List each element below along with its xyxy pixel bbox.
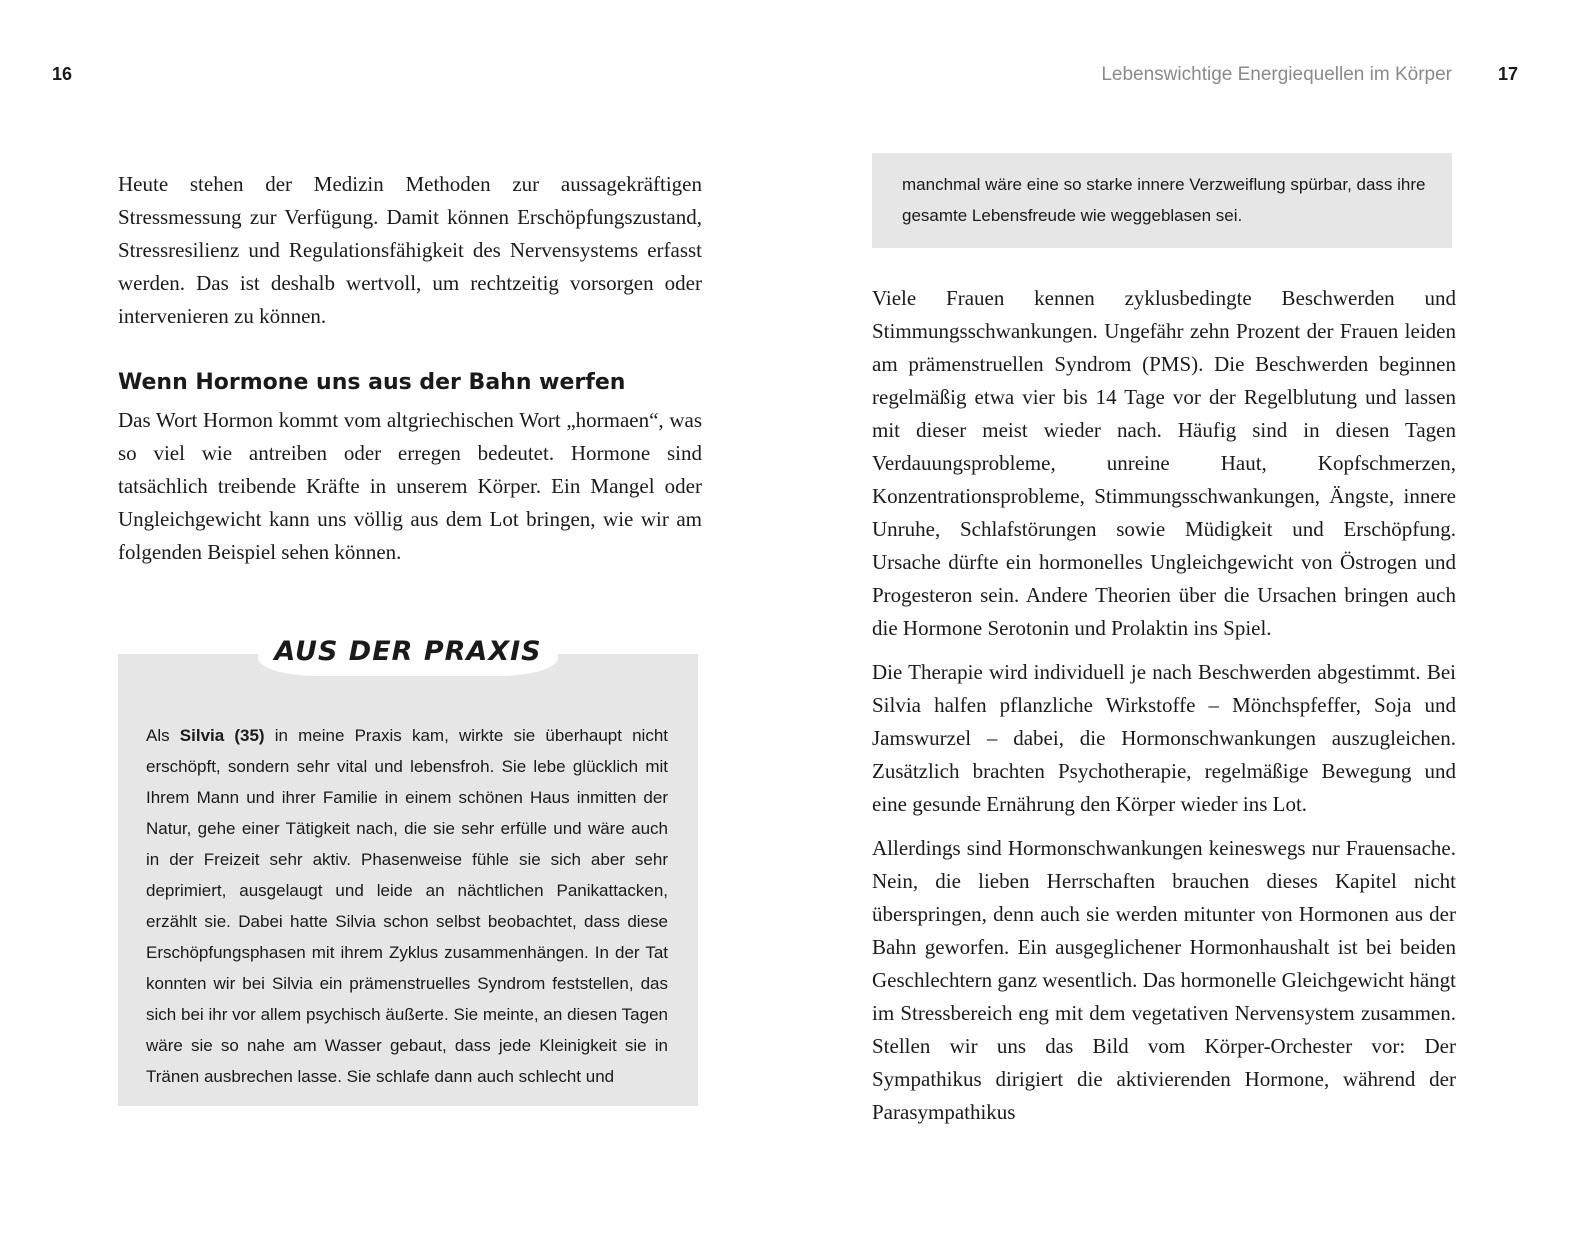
practice-box-text xyxy=(146,720,668,1092)
right-paragraph: Viele Frauen kennen zyklusbedingte Beschwerden und Stimmungsschwankungen. Ungefähr zehn Prozent der Frauen leiden am prämenstruellen Syndrom (PMS). Die Beschwerden beginnen regelmäßig etwa vier bis 14 Tage vor der Regelblutung und lassen mit dieser meist wieder nach. Häufig sind in diesen Tagen Verdauungsprobleme, unreine Haut, Kopfschmerzen, Konzentrationsprobleme, Stimmungsschwankungen, Ängste, innere Unruhe, Schlafstörungen sowie Müdigkeit und Erschöpfung. Ursache dürfte ein hormonelles Ungleichgewicht von Östrogen und Progesteron sein. Andere Theorien über die Ursachen bringen auch die Hormone Serotonin und Prolaktin ins Spiel. xyxy=(872,286,1456,640)
section-paragraph xyxy=(118,404,702,569)
right-paragraph: Allerdings sind Hormonschwankungen keineswegs nur Frauensache. Nein, die lieben Herrschaften brauchen dieses Kapitel nicht überspringen, denn auch sie werden mitunter von Hormonen aus der Bahn geworfen. Ein ausgeglichener Hormonhaushalt ist bei beiden Geschlechtern ganz wesentlich. Das hormonelle Gleichgewicht hängt im Stressbereich eng mit dem vegetativen Nervensystem zusammen. Stellen wir uns das Bild vom Körper-Orchester vor: Der Sympathikus dirigiert die aktivierenden Hormone, während der Parasympathikus xyxy=(872,836,1456,1124)
section-heading: Wenn Hormone uns aus der Bahn werfen xyxy=(118,370,626,395)
practice-text-start: Als xyxy=(146,726,180,745)
patient-name: Silvia (35) xyxy=(179,726,265,745)
section-paragraph-text: Das Wort Hormon kommt vom altgriechischen Wort „hormaen“, was so viel wie antreiben oder erregen bedeutet. Hormone sind tatsächlich treibende Kräfte in unserem Körper. Ein Mangel oder Ungleichgewicht kann uns völlig aus dem Lot bringen, wie wir am folgenden Beispiel sehen können. xyxy=(118,408,702,564)
quote-box-text: manchmal wäre eine so starke innere Verzweiflung spürbar, dass ihre gesamte Lebensfreude wie weggeblasen sei. xyxy=(902,175,1426,225)
right-page-number: 17 xyxy=(1498,64,1519,84)
intro-paragraph xyxy=(118,168,702,333)
practice-text-rest: in meine Praxis kam, wirkte sie überhaupt nicht erschöpft, sondern sehr vital und lebensfroh. Sie lebe glücklich mit Ihrem Mann und ihrer Familie in einem schönen Haus inmitten der Natur, gehe einer Tätigkeit nach, die sie sehr erfülle und wäre auch in der Freizeit sehr aktiv. Phasenweise fühle sie sich aber sehr deprimiert, ausgelaugt und leide an nächtlichen Panikattacken, erzählt sie. Dabei hatte Silvia schon selbst beobachtet, dass diese Erschöpfungsphasen mit ihrem Zyklus zusammenhängen. In der Tat konnten wir bei Silvia ein prämenstruelles Syndrom feststellen, das sich bei ihr vor allem psychisch äußerte. Sie meinte, an diesen Tagen wäre sie so nahe am Wasser gebaut, dass jede Kleinigkeit sie in Tränen ausbrechen lasse. Sie schlafe dann auch schlecht und xyxy=(146,726,669,1086)
practice-box xyxy=(118,654,698,1106)
quote-box xyxy=(872,153,1452,248)
right-body-text xyxy=(872,282,1456,1129)
running-head: Lebenswichtige Energiequellen im Körper xyxy=(1101,64,1452,85)
left-page-number: 16 xyxy=(52,64,73,84)
intro-paragraph-text: Heute stehen der Medizin Methoden zur aussagekräftigen Stressmessung zur Verfügung. Damit können Erschöpfungszustand, Stressresilienz und Regulationsfähigkeit des Nervensystems erfasst werden. Das ist deshalb wertvoll, um rechtzeitig vorsorgen oder intervenieren zu können. xyxy=(118,172,702,328)
right-paragraph: Die Therapie wird individuell je nach Beschwerden abgestimmt. Bei Silvia halfen pflanzliche Wirkstoffe – Mönchspfeffer, Soja und Jamswurzel – dabei, die Hormonschwankungen auszugleichen. Zusätzlich brachten Psychotherapie, regelmäßige Bewegung und eine gesunde Ernährung den Körper wieder ins Lot. xyxy=(872,660,1456,816)
practice-box-title: AUS DER PRAXIS xyxy=(258,636,558,676)
